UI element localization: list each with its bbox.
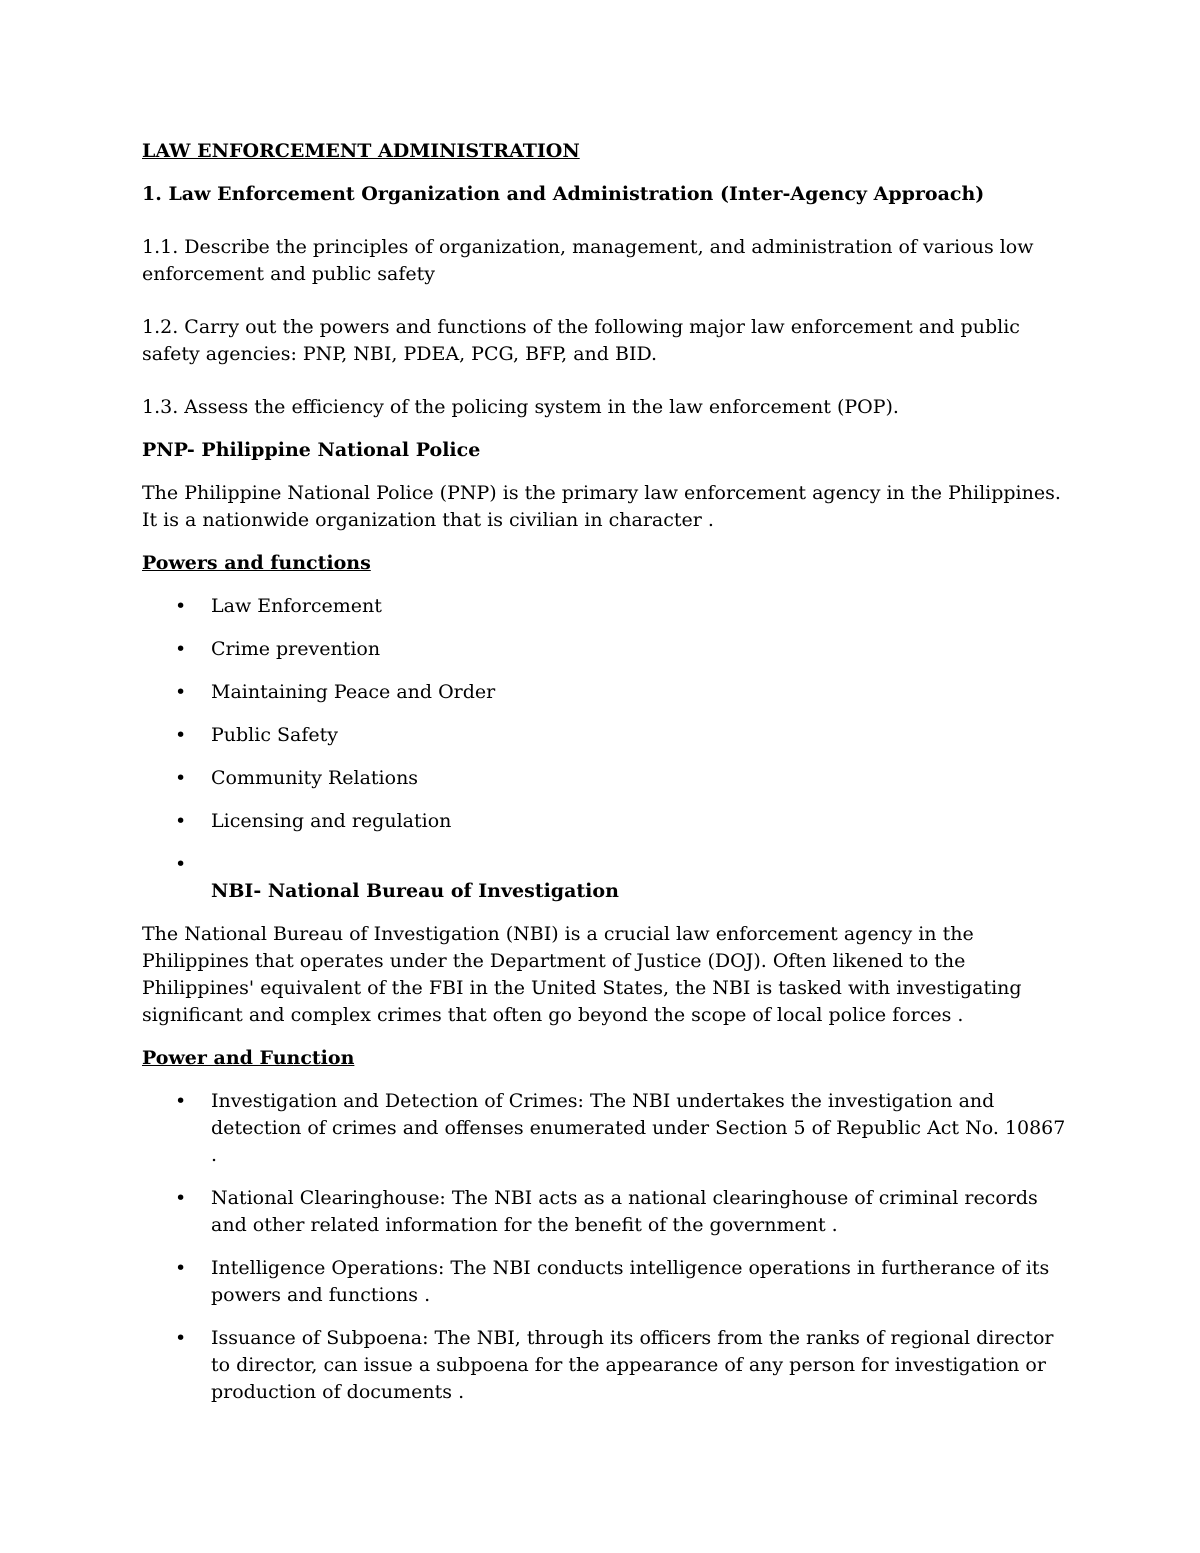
nbi-powers-heading: Power and Function — [142, 1047, 355, 1069]
list-item — [142, 593, 1072, 620]
bullet-icon: • — [175, 595, 187, 617]
list-item-text: Law Enforcement — [211, 595, 382, 617]
pnp-powers-list — [142, 593, 1072, 878]
document-page — [142, 138, 1072, 1422]
bullet-icon: • — [175, 810, 187, 832]
pnp-heading: PNP- Philippine National Police — [142, 439, 481, 461]
list-item — [142, 636, 1072, 663]
objective-1-2: 1.2. Carry out the powers and functions of the following major law enforcement and public safety agencies: PNP, NBI, PDEA, PCG, BFP, and BID. — [142, 316, 1020, 365]
list-item — [142, 1088, 1072, 1169]
bullet-icon: • — [175, 1090, 187, 1112]
list-item-text: Licensing and regulation — [211, 810, 452, 832]
pnp-description: The Philippine National Police (PNP) is the primary law enforcement agency in the Philippines. It is a nationwide organization that is civilian in character . — [142, 482, 1061, 531]
bullet-icon: • — [175, 1327, 187, 1349]
bullet-icon: • — [175, 724, 187, 746]
objective-1-1: 1.1. Describe the principles of organization, management, and administration of various low enforcement and public safety — [142, 236, 1034, 285]
list-item-text: Public Safety — [211, 724, 339, 746]
list-item-text: Intelligence Operations: The NBI conducts intelligence operations in furtherance of its powers and functions . — [211, 1257, 1050, 1306]
list-item-text: National Clearinghouse: The NBI acts as a national clearinghouse of criminal records and other related information for the benefit of the government . — [211, 1187, 1038, 1236]
list-item-text: Community Relations — [211, 767, 419, 789]
list-item-text: Issuance of Subpoena: The NBI, through its officers from the ranks of regional director to director, can issue a subpoena for the appearance of any person for investigation or production of documents . — [211, 1327, 1054, 1403]
list-item — [142, 765, 1072, 792]
list-item-text: Crime prevention — [211, 638, 381, 660]
bullet-icon: • — [175, 853, 187, 875]
pnp-powers-heading: Powers and functions — [142, 552, 371, 574]
list-item — [142, 722, 1072, 749]
objective-1-3: 1.3. Assess the efficiency of the policing system in the law enforcement (POP). — [142, 396, 899, 418]
bullet-icon: • — [175, 1187, 187, 1209]
bullet-icon: • — [175, 1257, 187, 1279]
nbi-description: The National Bureau of Investigation (NBI) is a crucial law enforcement agency in the Philippines that operates under the Department of Justice (DOJ). Often likened to the Philippines' equivalent of the FBI in the United States, the NBI is tasked with investigating significant and complex crimes that often go beyond the scope of local police forces . — [142, 923, 1022, 1026]
list-item — [142, 1185, 1072, 1239]
list-item — [142, 1255, 1072, 1309]
list-item-text: Maintaining Peace and Order — [211, 681, 496, 703]
bullet-icon: • — [175, 767, 187, 789]
list-item — [142, 1325, 1072, 1406]
list-item-text: Investigation and Detection of Crimes: The NBI undertakes the investigation and detection of crimes and offenses enumerated under Section 5 of Republic Act No. 10867 . — [211, 1090, 1066, 1166]
list-item-empty — [142, 851, 1072, 878]
bullet-icon: • — [175, 638, 187, 660]
nbi-powers-list — [142, 1088, 1072, 1406]
document-title: LAW ENFORCEMENT ADMINISTRATION — [142, 140, 580, 162]
section-heading: 1. Law Enforcement Organization and Administration (Inter-Agency Approach) — [142, 183, 985, 205]
nbi-heading: NBI- National Bureau of Investigation — [211, 880, 619, 902]
list-item — [142, 679, 1072, 706]
list-item — [142, 808, 1072, 835]
bullet-icon: • — [175, 681, 187, 703]
